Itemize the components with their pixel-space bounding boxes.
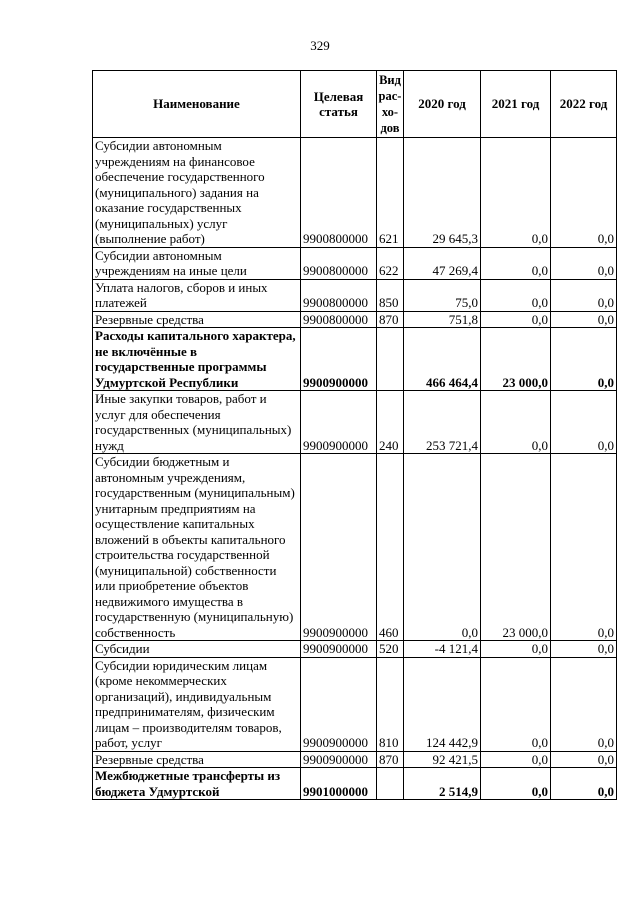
- cell-2021: 0,0: [481, 247, 551, 279]
- cell-2021: 0,0: [481, 311, 551, 328]
- cell-2021: 0,0: [481, 751, 551, 768]
- cell-2022: 0,0: [551, 391, 617, 454]
- cell-target-code: 9900800000: [301, 311, 377, 328]
- cell-expense-type: 870: [377, 311, 404, 328]
- header-expense-type: Вид рас-хо-дов: [377, 71, 404, 138]
- cell-2020: 124 442,9: [404, 657, 481, 751]
- cell-name: Субсидии автономным учреждениям на иные цели: [93, 247, 301, 279]
- table-row: [93, 454, 617, 641]
- cell-2021: 0,0: [481, 279, 551, 311]
- cell-expense-type: 460: [377, 454, 404, 641]
- header-2022: 2022 год: [551, 71, 617, 138]
- table-row: [93, 279, 617, 311]
- cell-2021: 0,0: [481, 138, 551, 248]
- cell-2020: 751,8: [404, 311, 481, 328]
- cell-2022: 0,0: [551, 657, 617, 751]
- table-row: [93, 751, 617, 768]
- cell-2020: 0,0: [404, 454, 481, 641]
- cell-2020: 466 464,4: [404, 328, 481, 391]
- cell-2022: 0,0: [551, 279, 617, 311]
- cell-name: Субсидии бюджетным и автономным учреждениям, государственным (муниципальным) унитарным предприятиям на осуществление капитальных вложений в объекты капитального строительства государственной (муниципальной) собственности или приобретение объектов недвижимого имущества в государственную (муниципальную) собственность: [93, 454, 301, 641]
- cell-name: Субсидии: [93, 641, 301, 658]
- cell-expense-type: 520: [377, 641, 404, 658]
- table-row: [93, 138, 617, 248]
- cell-expense-type: 240: [377, 391, 404, 454]
- cell-2020: 75,0: [404, 279, 481, 311]
- table-row: [93, 311, 617, 328]
- cell-expense-type: 810: [377, 657, 404, 751]
- cell-target-code: 9900800000: [301, 279, 377, 311]
- cell-2022: 0,0: [551, 328, 617, 391]
- cell-2021: 0,0: [481, 657, 551, 751]
- table-row: [93, 328, 617, 391]
- cell-name: Резервные средства: [93, 311, 301, 328]
- cell-2020: 253 721,4: [404, 391, 481, 454]
- cell-name: Субсидии юридическим лицам (кроме некоммерческих организаций), индивидуальным предпринимателям, физическим лицам – производителям товаров, работ, услуг: [93, 657, 301, 751]
- cell-target-code: 9900800000: [301, 247, 377, 279]
- budget-table: [92, 70, 617, 800]
- cell-2022: 0,0: [551, 311, 617, 328]
- cell-target-code: 9900900000: [301, 391, 377, 454]
- cell-expense-type: 870: [377, 751, 404, 768]
- table-row: [93, 768, 617, 800]
- cell-2021: 0,0: [481, 391, 551, 454]
- cell-expense-type: 621: [377, 138, 404, 248]
- cell-target-code: 9900900000: [301, 641, 377, 658]
- table-row: [93, 247, 617, 279]
- header-name: Наименование: [93, 71, 301, 138]
- cell-2020: 92 421,5: [404, 751, 481, 768]
- header-2020: 2020 год: [404, 71, 481, 138]
- cell-name: Резервные средства: [93, 751, 301, 768]
- cell-name: Субсидии автономным учреждениям на финансовое обеспечение государственного (муниципального) задания на оказание государственных (муниципальных) услуг (выполнение работ): [93, 138, 301, 248]
- cell-expense-type: 622: [377, 247, 404, 279]
- header-2021: 2021 год: [481, 71, 551, 138]
- cell-2022: 0,0: [551, 247, 617, 279]
- header-row: [93, 71, 617, 138]
- cell-name: Уплата налогов, сборов и иных платежей: [93, 279, 301, 311]
- cell-2020: 29 645,3: [404, 138, 481, 248]
- cell-target-code: 9901000000: [301, 768, 377, 800]
- cell-2022: 0,0: [551, 768, 617, 800]
- cell-2021: 0,0: [481, 768, 551, 800]
- cell-2021: 23 000,0: [481, 328, 551, 391]
- cell-2022: 0,0: [551, 751, 617, 768]
- cell-target-code: 9900900000: [301, 657, 377, 751]
- cell-name: Иные закупки товаров, работ и услуг для обеспечения государственных (муниципальных) нужд: [93, 391, 301, 454]
- cell-2021: 0,0: [481, 641, 551, 658]
- cell-target-code: 9900900000: [301, 328, 377, 391]
- page-number: 329: [310, 38, 330, 53]
- cell-name: Расходы капитального характера, не включённые в государственные программы Удмуртской Республики: [93, 328, 301, 391]
- cell-expense-type: 850: [377, 279, 404, 311]
- cell-2022: 0,0: [551, 138, 617, 248]
- cell-target-code: 9900900000: [301, 454, 377, 641]
- header-code: Целевая статья: [301, 71, 377, 138]
- cell-2022: 0,0: [551, 641, 617, 658]
- cell-target-code: 9900800000: [301, 138, 377, 248]
- table-row: [93, 657, 617, 751]
- cell-2020: 47 269,4: [404, 247, 481, 279]
- table-row: [93, 391, 617, 454]
- cell-name: Межбюджетные трансферты из бюджета Удмуртской: [93, 768, 301, 800]
- cell-2020: -4 121,4: [404, 641, 481, 658]
- table-body: [93, 138, 617, 800]
- cell-2022: 0,0: [551, 454, 617, 641]
- cell-target-code: 9900900000: [301, 751, 377, 768]
- cell-expense-type: [377, 768, 404, 800]
- table-row: [93, 641, 617, 658]
- cell-expense-type: [377, 328, 404, 391]
- cell-2020: 2 514,9: [404, 768, 481, 800]
- cell-2021: 23 000,0: [481, 454, 551, 641]
